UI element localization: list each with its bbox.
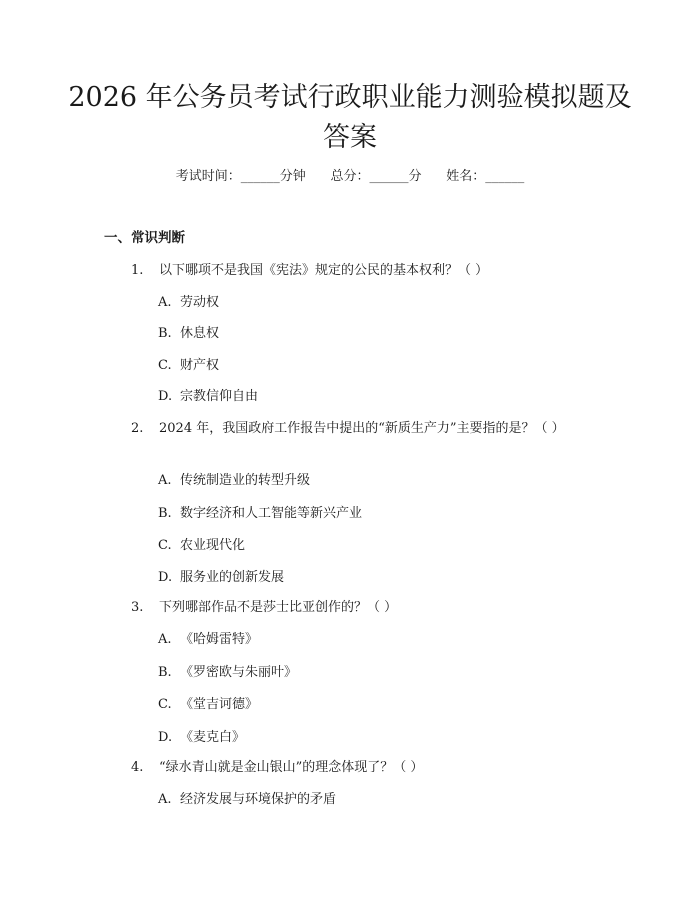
option-letter: B. xyxy=(158,665,172,680)
option-text: 休息权 xyxy=(180,326,220,341)
option-text: 《罗密欧与朱丽叶》 xyxy=(180,665,298,680)
option-3a xyxy=(158,631,258,649)
option-letter: A. xyxy=(158,632,172,647)
option-letter: B. xyxy=(158,506,172,521)
option-letter: C. xyxy=(158,358,172,373)
question-text: 以下哪项不是我国《宪法》规定的公民的基本权利？（ ） xyxy=(159,263,489,278)
option-letter: C. xyxy=(158,538,172,553)
option-2a xyxy=(158,472,310,490)
section-heading: 一、常识判断 xyxy=(104,230,185,246)
question-number: 1. xyxy=(131,263,144,278)
exam-info-text: 考试时间：______分钟 总分：______分 姓名：______ xyxy=(175,169,525,184)
option-text: 农业现代化 xyxy=(180,538,246,553)
option-letter: A. xyxy=(158,295,172,310)
option-3b xyxy=(158,664,297,682)
option-letter: B. xyxy=(158,326,172,341)
option-letter: D. xyxy=(158,570,173,585)
question-2 xyxy=(104,416,584,442)
question-1 xyxy=(131,262,488,280)
option-text: 传统制造业的转型升级 xyxy=(180,473,311,488)
option-text: 服务业的创新发展 xyxy=(180,570,285,585)
option-1d xyxy=(158,388,258,406)
option-letter: A. xyxy=(158,473,172,488)
option-text: 数字经济和人工智能等新兴产业 xyxy=(180,506,363,521)
option-text: 《哈姆雷特》 xyxy=(180,632,259,647)
option-1c xyxy=(158,357,219,375)
option-1a xyxy=(158,294,219,312)
option-letter: C. xyxy=(158,697,172,712)
question-text: 下列哪部作品不是莎士比亚创作的？（ ） xyxy=(159,600,398,615)
option-text: 宗教信仰自由 xyxy=(180,389,259,404)
exam-info-line xyxy=(0,168,700,186)
option-letter: D. xyxy=(158,389,173,404)
question-number: 3. xyxy=(131,600,144,615)
option-letter: A. xyxy=(158,792,172,807)
question-3 xyxy=(131,599,397,617)
option-text: 《麦克白》 xyxy=(180,730,246,745)
option-text: 《堂吉诃德》 xyxy=(180,697,259,712)
option-3c xyxy=(158,696,258,714)
question-number: 4. xyxy=(131,760,144,775)
question-number: 2. xyxy=(131,421,144,436)
option-letter: D. xyxy=(158,730,173,745)
option-3d xyxy=(158,729,245,747)
option-2c xyxy=(158,537,245,555)
option-2d xyxy=(158,569,284,587)
question-4 xyxy=(131,759,423,777)
question-text: 2024 年，我国政府工作报告中提出的“新质生产力”主要指的是？（ ） xyxy=(159,421,565,436)
option-text: 财产权 xyxy=(180,358,220,373)
option-text: 劳动权 xyxy=(180,295,220,310)
document-title: 2026 年公务员考试行政职业能力测验模拟题及答案 xyxy=(68,82,632,153)
option-4a xyxy=(158,791,336,809)
question-text: “绿水青山就是金山银山”的理念体现了？（ ） xyxy=(159,760,424,775)
option-2b xyxy=(158,505,362,523)
option-1b xyxy=(158,325,219,343)
option-text: 经济发展与环境保护的矛盾 xyxy=(180,792,337,807)
